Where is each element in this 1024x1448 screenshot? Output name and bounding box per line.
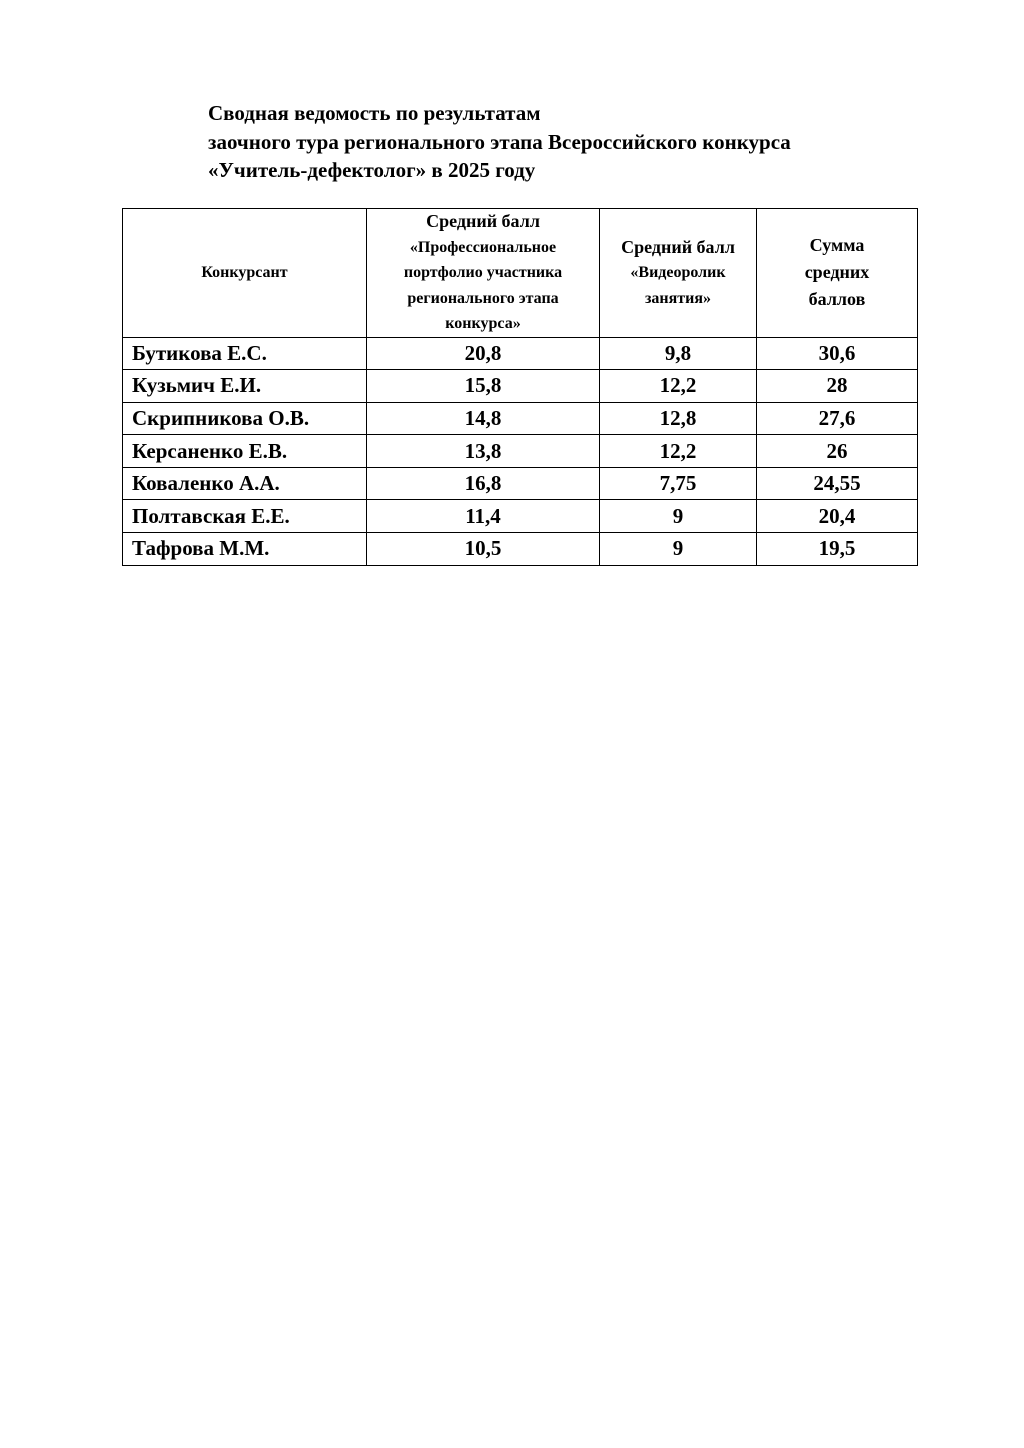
table-row: [123, 533, 918, 566]
header-participant-label: Конкурсант: [201, 264, 288, 281]
header-portfolio-line: конкурса»: [445, 315, 521, 332]
participant-name: Бутикова Е.С.: [123, 337, 367, 370]
video-score: 12,2: [600, 435, 757, 468]
table-row: [123, 500, 918, 533]
video-score: 7,75: [600, 467, 757, 500]
table-row: [123, 370, 918, 403]
header-portfolio-line: регионального этапа: [407, 289, 559, 307]
video-score: 9,8: [600, 337, 757, 370]
sum-score: 19,5: [757, 533, 918, 566]
sum-score: 26: [757, 435, 918, 468]
portfolio-score: 15,8: [367, 370, 600, 403]
video-score: 9: [600, 500, 757, 533]
header-row: [123, 209, 918, 338]
header-video-line: «Видеоролик: [630, 264, 726, 281]
video-score: 12,2: [600, 370, 757, 403]
header-video-line: Средний балл: [621, 236, 735, 257]
sum-score: 20,4: [757, 500, 918, 533]
table-row: [123, 337, 918, 370]
header-participant: [123, 209, 367, 338]
header-portfolio: [367, 209, 600, 338]
table-row: [123, 402, 918, 435]
participant-name: Коваленко А.А.: [123, 467, 367, 500]
table-row: [123, 467, 918, 500]
header-portfolio-line: «Профессиональное: [409, 238, 557, 256]
header-portfolio-line: Средний балл: [426, 211, 540, 231]
table-header: [123, 209, 918, 338]
header-video: [600, 209, 757, 338]
portfolio-score: 14,8: [367, 402, 600, 435]
title-line: Сводная ведомость по результатам: [208, 101, 541, 125]
sum-score: 24,55: [757, 467, 918, 500]
header-sum-line: Сумма: [809, 235, 865, 256]
sum-score: 30,6: [757, 337, 918, 370]
sum-score: 27,6: [757, 402, 918, 435]
portfolio-score: 11,4: [367, 500, 600, 533]
participant-name: Кузьмич Е.И.: [123, 370, 367, 403]
table-row: [123, 435, 918, 468]
header-sum: [757, 209, 918, 338]
portfolio-score: 20,8: [367, 337, 600, 370]
participant-name: Полтавская Е.Е.: [123, 500, 367, 533]
title-line: заочного тура регионального этапа Всероссийского конкурса: [208, 129, 791, 154]
portfolio-score: 13,8: [367, 435, 600, 468]
participant-name: Керсаненко Е.В.: [123, 435, 367, 468]
header-portfolio-line: портфолио участника: [403, 264, 563, 281]
header-sum-line: средних: [804, 262, 870, 283]
sum-score: 28: [757, 370, 918, 403]
video-score: 12,8: [600, 402, 757, 435]
portfolio-score: 10,5: [367, 533, 600, 566]
title-line: «Учитель-дефектолог» в 2025 году: [208, 158, 536, 182]
header-video-line: занятия»: [644, 289, 712, 307]
video-score: 9: [600, 533, 757, 566]
table-body: [123, 337, 918, 565]
participant-name: Скрипникова О.В.: [123, 402, 367, 435]
results-table: [122, 208, 918, 566]
header-sum-line: баллов: [808, 289, 866, 310]
document-title: [208, 99, 968, 185]
portfolio-score: 16,8: [367, 467, 600, 500]
participant-name: Тафрова М.М.: [123, 533, 367, 566]
